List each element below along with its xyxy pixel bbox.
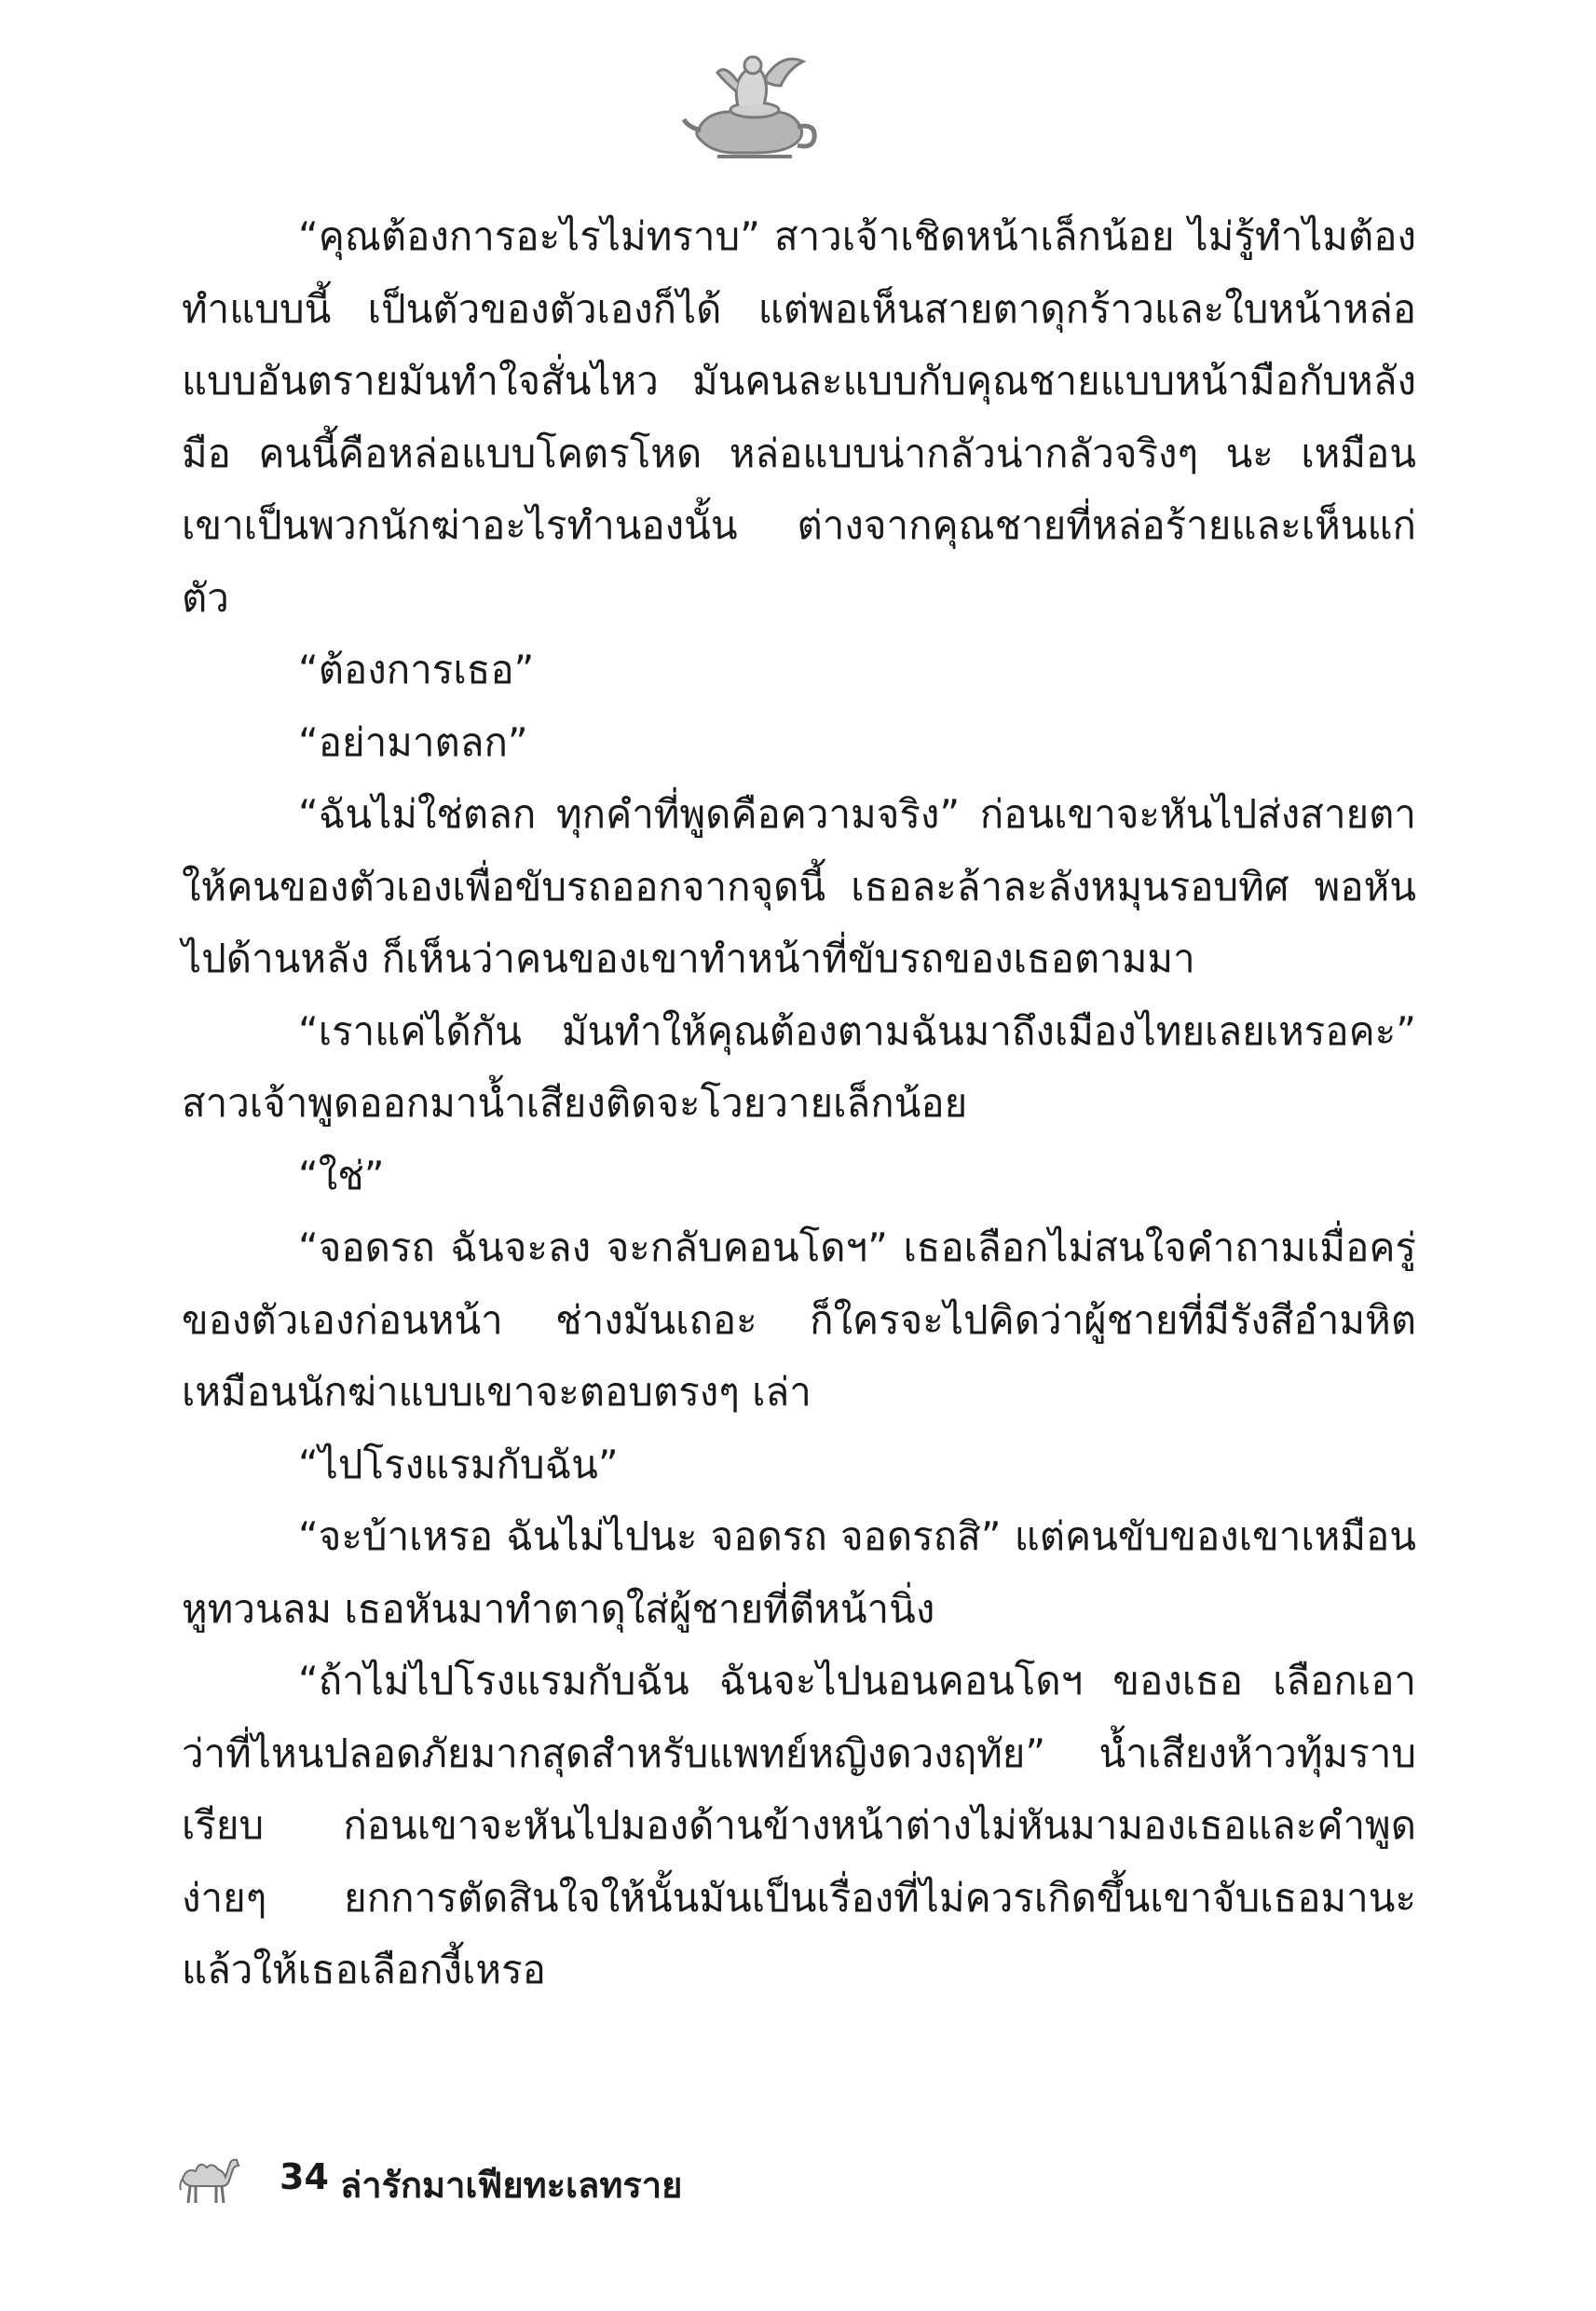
paragraph: “ไปโรงแรมกับฉัน” bbox=[298, 1441, 619, 1487]
paragraph: “จอดรถ ฉันจะลง จะกลับคอนโดฯ” เธอเลือกไม่สนใจคำถามเมื่อครู่ของตัวเองก่อนหน้า ช่างมันเถอะ ก็ใครจะไปคิดว่าผู้ชายที่มีรังสีอำมหิตเหมือนนักฆ่าแบบเขาจะตอบตรงๆ เล่า bbox=[182, 1224, 1416, 1415]
paragraph: “จะบ้าเหรอ ฉันไม่ไปนะ จอดรถ จอดรถสิ” แต่คนขับของเขาเหมือนหูทวนลม เธอหันมาทำตาดุใส่ผู้ชายที่ตีหน้านิ่ง bbox=[182, 1513, 1416, 1632]
paragraph: “ใช่” bbox=[298, 1152, 385, 1198]
paragraph: “อย่ามาตลก” bbox=[298, 718, 528, 765]
body-text bbox=[182, 200, 1416, 2006]
paragraph: “เราแค่ได้กัน มันทำให้คุณต้องตามฉันมาถึงเมืองไทยเลยเหรอคะ” สาวเจ้าพูดออกมาน้ำเสียงติดจะโวยวายเล็กน้อย bbox=[182, 1007, 1416, 1126]
paragraph: “คุณต้องการอะไรไม่ทราบ” สาวเจ้าเชิดหน้าเล็กน้อย ไม่รู้ทำไมต้องทำแบบนี้ เป็นตัวของตัวเองก็ได้ แต่พอเห็นสายตาดุกร้าวและใบหน้าหล่อแบบอันตรายมันทำใจสั่นไหว มันคนละแบบกับคุณชายแบบหน้ามือกับหลังมือ คนนี้คือหล่อแบบโคตรโหด หล่อแบบน่ากลัวน่ากลัวจริงๆ นะ เหมือนเขาเป็นพวกนักฆ่าอะไรทำนองนั้น ต่างจากคุณชายที่หล่อร้ายและเห็นแก่ตัว bbox=[182, 213, 1416, 621]
paragraph: “ถ้าไม่ไปโรงแรมกับฉัน ฉันจะไปนอนคอนโดฯ ของเธอ เลือกเอาว่าที่ไหนปลอดภัยมากสุดสำหรับแพทย์หญิงดวงฤทัย” น้ำเสียงห้าวทุ้มราบเรียบ ก่อนเขาจะหันไปมองด้านข้างหน้าต่างไม่หันมามองเธอและคำพูดง่ายๆ ยกการตัดสินใจให้นั้นมันเป็นเรื่องที่ไม่ควรเกิดขึ้นเขาจับเธอมานะ แล้วให้เธอเลือกงี้เหรอ bbox=[182, 1658, 1416, 1992]
cupid-teapot-ornament-icon bbox=[680, 45, 820, 166]
paragraph: “ต้องการเธอ” bbox=[298, 647, 535, 692]
paragraph: “ฉันไม่ใช่ตลก ทุกคำที่พูดคือความจริง” ก่อนเขาจะหันไปส่งสายตาให้คนของตัวเองเพื่อขับรถออกจากจุดนี้ เธอละล้าละลังหมุนรอบทิศ พอหันไปด้านหลัง ก็เห็นว่าคนของเขาทำหน้าที่ขับรถของเธอตามมา bbox=[182, 791, 1416, 981]
camel-icon bbox=[177, 2151, 242, 2205]
book-title: ล่ารักมาเฟียทะเลทราย bbox=[340, 2165, 683, 2206]
page-footer bbox=[177, 2143, 922, 2208]
page-number: 34 bbox=[280, 2156, 329, 2197]
